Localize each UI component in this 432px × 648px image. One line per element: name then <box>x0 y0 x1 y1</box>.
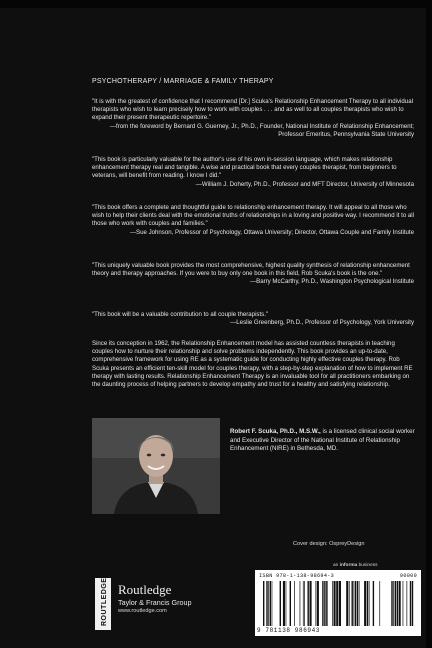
barcode-bar <box>403 581 404 626</box>
barcode-bar <box>355 581 356 626</box>
barcode-bar <box>395 581 396 626</box>
barcode-bar <box>373 581 374 626</box>
quote-text: "It is with the greatest of confidence that I recommend [Dr.] Scuka's Relationship Enhancement Therapy to all individual therapists who wish to learn precisely how to work with couples . . . and as well to all couples therapists who wish to expand their present therapeutic repertoire." <box>92 98 413 122</box>
quote-attribution: —from the foreword by Bernard G. Guerney, Jr., Ph.D., Founder, National Institute of Relationship Enhancement; Professor Emeritus, Pennsylvania State University <box>109 122 414 138</box>
quote-text: "This book is particularly valuable for the author's use of his own in-session language, which makes relationship enhancement therapy real and tangible. A wise and practical book that every couples therapist, from beginners to veterans, will benefit from reading. I know I did." <box>92 156 397 180</box>
barcode-bar <box>304 581 305 626</box>
barcode-bar <box>412 581 413 626</box>
quote-1 <box>92 98 414 139</box>
quote-5 <box>92 311 414 327</box>
isbn-price-code: 90000 <box>399 573 417 579</box>
barcode-bar <box>349 581 350 626</box>
isbn-number: ISBN 978-1-138-98694-3 <box>259 573 335 579</box>
barcode-bar <box>393 581 394 626</box>
informa-suffix: business <box>357 563 378 568</box>
barcode-bar <box>283 581 285 626</box>
barcode-bar <box>290 581 291 626</box>
barcode-bar <box>357 581 358 626</box>
barcode-bar <box>317 581 319 626</box>
barcode-bar <box>316 581 317 626</box>
isbn-digits: 9 781138 986943 <box>257 627 321 634</box>
barcode-bar <box>359 581 360 626</box>
publisher-group: Taylor & Francis Group <box>118 598 192 607</box>
quote-text: "This book offers a complete and thoughtful guide to relationship enhancement therapy. It will appeal to all those who wish to help their clients deal with the emotional truths of relationships in a loving and positive way. I recommend it to all those who work with couples and families." <box>92 204 415 228</box>
barcode-bar <box>263 581 264 626</box>
informa-tagline <box>333 563 378 568</box>
quote-attribution: —William J. Doherty, Ph.D., Professor and MFT Director, University of Minnesota <box>195 180 414 188</box>
book-description: Since its conception in 1962, the Relationship Enhancement model has assisted countless therapists in teaching couples how to nurture their relationship and solve problems independently. This book provides an up-to-date, comprehensive framework for using RE as a systematic guide for conducting highly effective couples therapy. Rob Scuka presents an efficient ten-skill model for couples therapy, with a step-by-step explanation of how to implement RE therapy with lasting results. Relationship Enhancement Therapy is an invaluable tool for all practitioners embarking on the daunting process of helping partners to develop empathy and trust for a healthy and satisfying relationship. <box>92 340 413 389</box>
barcode-bar <box>391 581 392 626</box>
barcode-bar <box>272 581 273 626</box>
barcode-bar <box>339 581 341 626</box>
quote-4 <box>92 262 414 287</box>
author-portrait-icon <box>92 418 220 514</box>
quote-attribution: —Barry McCarthy, Ph.D., Washington Psychological Institute <box>250 278 414 286</box>
informa-brand: informa <box>339 563 358 568</box>
barcode-bar <box>332 581 333 626</box>
barcode-bar <box>268 581 269 626</box>
author-bio-text: is a licensed clinical social worker and Executive Director of the National Institute of Relationship Enhancement (NIRE) in Bethesda, MD. <box>230 428 415 453</box>
barcode-bar <box>379 581 380 626</box>
barcode-bar <box>352 581 353 626</box>
barcode-bar <box>303 581 304 626</box>
quote-2 <box>92 156 414 189</box>
quote-text: "This book will be a valuable contribution to all couple therapists." <box>92 311 269 318</box>
quote-text: "This uniquely valuable book provides the most comprehensive, highest quality synthesis of relationship enhancement theory and therapy approaches. If you were to buy only one book in this field, Rob Scuka's book is the one." <box>92 262 410 278</box>
barcode-bar <box>346 581 348 626</box>
barcode-bar <box>410 581 411 626</box>
barcode-bar <box>397 581 398 626</box>
quote-3 <box>92 204 414 237</box>
publisher-website: www.routledge.com <box>118 608 167 614</box>
barcode-bar <box>286 581 287 626</box>
isbn-barcode <box>255 570 421 636</box>
publisher-name: Routledge <box>118 582 172 597</box>
barcode-bar <box>324 581 325 626</box>
author-photo <box>92 418 220 514</box>
top-edge <box>0 0 432 8</box>
author-name: Robert F. Scuka, Ph.D., M.S.W., <box>230 428 321 435</box>
barcode-bar <box>270 581 271 626</box>
barcode-bar <box>280 581 281 626</box>
barcode-bar <box>294 581 295 626</box>
barcode-bar <box>364 581 366 626</box>
barcode-bar <box>322 581 323 626</box>
informa-prefix: an <box>333 563 340 568</box>
barcode-bar <box>334 581 336 626</box>
barcode-bar <box>367 581 368 626</box>
cover-design-credit: Cover design: OspreyDesign <box>293 541 365 547</box>
barcode-bar <box>266 581 267 626</box>
barcode-bar <box>326 581 327 626</box>
right-edge <box>426 0 432 648</box>
routledge-logo-icon <box>94 578 112 630</box>
quote-attribution: —Leslie Greenberg, Ph.D., Professor of Psychology, York University <box>230 319 414 327</box>
logo-text: ROUTLEDGE <box>101 578 108 626</box>
barcode-bar <box>354 581 355 626</box>
barcode-bar <box>369 581 370 626</box>
author-bio <box>230 428 418 454</box>
category-label: PSYCHOTHERAPY / MARRIAGE & FAMILY THERAPY <box>92 78 274 85</box>
barcode-bar <box>300 581 301 626</box>
quote-attribution: —Sue Johnson, Professor of Psychology, Ottawa University; Director, Ottawa Couple and Family Institute <box>129 228 414 236</box>
barcode-bar <box>310 581 312 626</box>
barcode-bar <box>407 581 408 626</box>
barcode-bar <box>336 581 338 626</box>
barcode-bar <box>399 581 401 626</box>
barcode-bar <box>308 581 309 626</box>
